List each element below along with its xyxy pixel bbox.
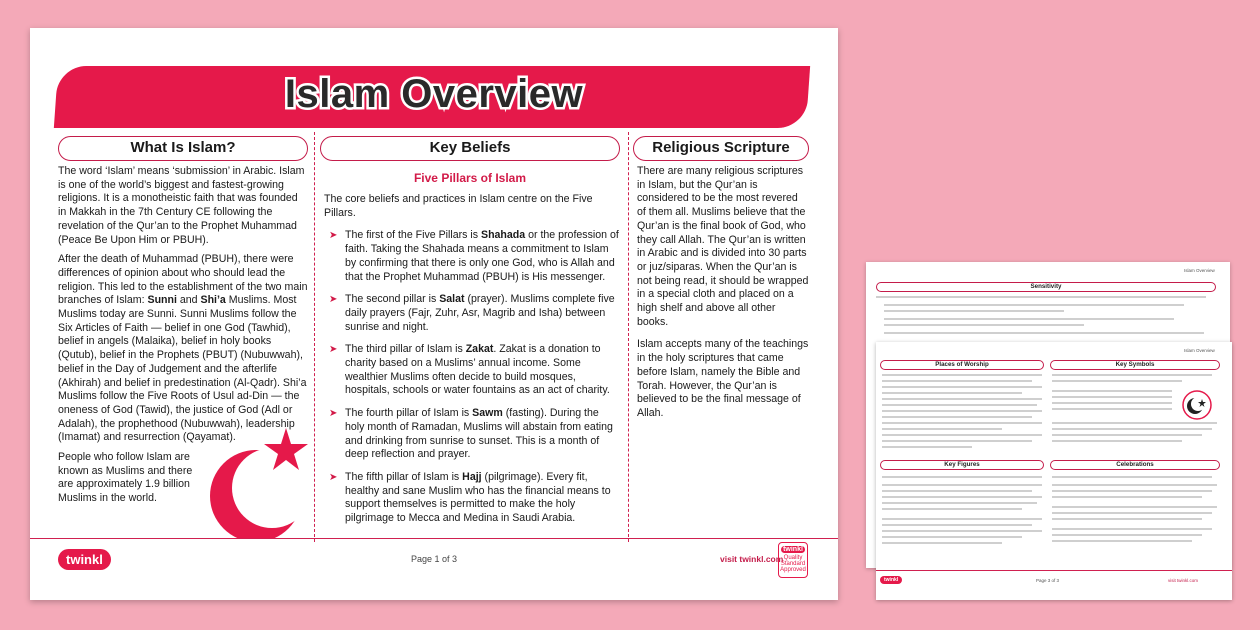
scripture-paragraph-2: Islam accepts many of the teachings in the holy scriptures that came before Islam, namely the Bible and Torah. However, the Qur’an is believed to be the final message of Allah. — [637, 338, 809, 419]
thumbnail-page-2[interactable]: Islam Overview Sensitivity — [866, 262, 1230, 568]
quality-badge: twinkl Quality Standard Approved — [778, 542, 808, 578]
five-pillars-subheading: Five Pillars of Islam — [413, 171, 527, 185]
thumb-twinkl-logo: twinkl — [880, 576, 902, 584]
document-page — [30, 28, 838, 600]
thumb-crescent-icon — [1182, 390, 1212, 420]
pillar-item: ➤ The fourth pillar of Islam is Sawm (fasting). During the holy month of Ramadan, Muslims will abstain from eating and drinking from sunrise to sunset. This is a month of deep reflection and prayer. — [329, 407, 613, 461]
pillar-item: ➤ The first of the Five Pillars is Shahada or the profession of faith. Taking the Shahada means a commitment to Islam by confirming that there is only one God, who is Allah and that the Prophet Muhammad (PBUH) is His messenger. — [329, 229, 619, 283]
thumb-places-of-worship-heading: Places of Worship — [880, 360, 1044, 370]
what-is-islam-heading: What Is Islam? — [58, 136, 308, 161]
pillar-item: ➤ The second pillar is Salat (prayer). Muslims complete five daily prayers (Fajr, Zuhr, Asr, Magrib and Isha) between sunrise and night. — [329, 293, 615, 333]
page-title: Islam Overview — [284, 72, 584, 116]
religious-scripture-heading: Religious Scripture — [633, 136, 809, 161]
what-is-islam-paragraph-1: The word ‘Islam’ means ‘submission’ in Arabic. Islam is one of the world’s biggest and fastest-growing religions. It is a monotheistic faith that was founded in Makkah in the 7th Century CE following the revelation of the Qur’an to the Prophet Muhammad (Peace Be Upon Him or PBUH). — [58, 165, 305, 246]
page-number: Page 1 of 3 — [410, 554, 458, 564]
column-religious-scripture — [633, 136, 809, 421]
arrow-bullet-icon: ➤ — [329, 344, 338, 356]
pillar-item: ➤ The third pillar of Islam is Zakat. Zakat is a donation to charity based on a Muslims’ annual income. Some wealthier Muslims often decide to build mosques, hospitals, schools or water fountains as an act of charity. — [329, 343, 610, 397]
crescent-star-icon — [204, 428, 314, 538]
thumb-sensitivity-heading: Sensitivity — [876, 282, 1216, 292]
arrow-bullet-icon: ➤ — [329, 471, 338, 483]
thumbnail-page-3[interactable]: Islam Overview Places of Worship Key Symbols Key Figures Celebrations twinkl Page 3 of 3 visit twinkl.com — [876, 342, 1232, 600]
column-divider — [314, 132, 315, 542]
visit-link[interactable]: visit twinkl.com — [720, 554, 784, 564]
pillar-item: ➤ The fifth pillar of Islam is Hajj (pilgrimage). Every fit, healthy and sane Muslim who has the financial means to support themselves is permitted to make the holy pilgrimage to Mecca and Medina in Saudi Arabia. — [329, 470, 611, 525]
twinkl-logo: twinkl — [58, 549, 111, 570]
column-divider — [628, 132, 629, 542]
key-beliefs-intro: The core beliefs and practices in Islam centre on the Five Pillars. — [324, 193, 593, 219]
thumb-key-figures-heading: Key Figures — [880, 460, 1044, 470]
thumb-key-symbols-heading: Key Symbols — [1050, 360, 1220, 370]
arrow-bullet-icon: ➤ — [329, 230, 338, 242]
thumb-celebrations-heading: Celebrations — [1050, 460, 1220, 470]
key-beliefs-heading: Key Beliefs — [320, 136, 620, 161]
column-key-beliefs — [320, 136, 620, 526]
arrow-bullet-icon: ➤ — [329, 294, 338, 306]
what-is-islam-paragraph-2: After the death of Muhammad (PBUH), there were differences of opinion about who should lead the religion. This led to the establishment of the two main branches of Islam: Sunni and Shi’a Muslims. Most Muslims today are Sunni. Sunni Muslims follow the Six Articles of Faith — belief in one God (Tawhid), belief in angels (Malaika), belief in holy books (Qutub), belief in the Prophets (PBUT) (Nubuwwah), belief in the Day of Judgement and the afterlife (Akhirah) and belief in predestination (Al-Qadr). Shi’a Muslims follow the Five Roots of Usul ad-Din — the oneness of God (Tawid), the justice of God (Adl or Adalah), the prophethood (Nubuwwah), leadership (Imamat) and resurrection (Qayamat). — [58, 253, 308, 444]
what-is-islam-paragraph-3: People who follow Islam are known as Muslims and there are approximately 1.9 billion Muslims in the world. — [58, 451, 193, 505]
footer-divider — [30, 538, 838, 539]
scripture-paragraph-1: There are many religious scriptures in Islam, but the Qur’an is considered to be the most revered of them all. Muslims believe that the Qur’an is the final book of God, who they call Allah. The Qur’an is written in Arabic and is divided into 30 parts or juz/siparas. When the Qur’an is not being read, it should be wrapped in a special cloth and placed on a high shelf and above all other books. — [637, 165, 809, 328]
arrow-bullet-icon: ➤ — [329, 408, 338, 420]
